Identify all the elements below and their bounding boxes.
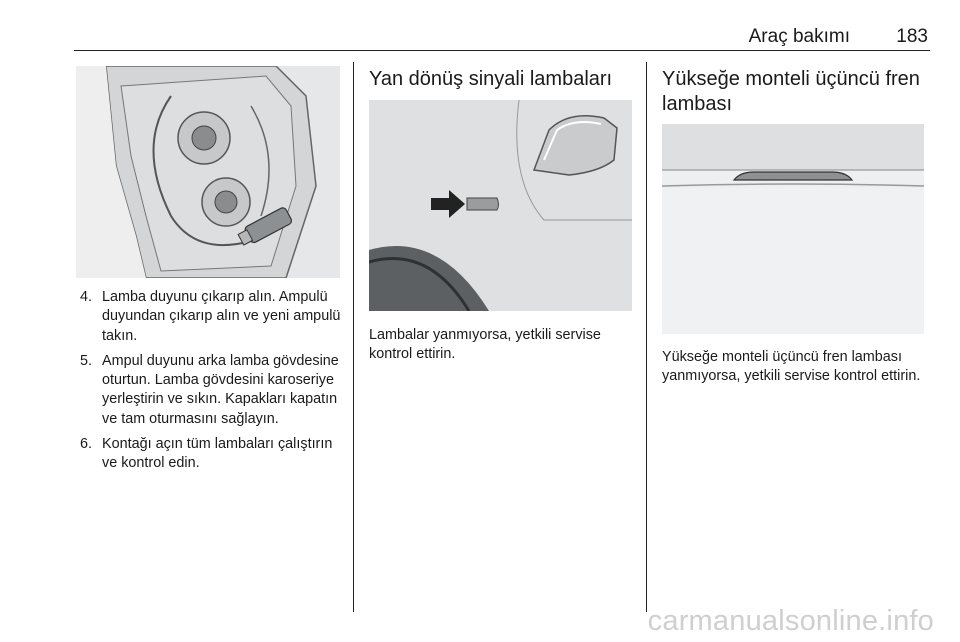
step-text: Lamba duyunu çıkarıp alın. Ampulü duyundan çıkarıp alın ve yeni ampulü takın. [102, 289, 341, 344]
brake-light-text: Yükseğe monteli üçüncü fren lambası yanmıyorsa, yetkili servise kontrol ettirin. [662, 349, 921, 384]
page-number: 183 [896, 26, 928, 47]
brake-light-heading: Yükseğe monteli üçüncü fren lambası [662, 68, 920, 115]
step-number: 5. [80, 352, 93, 369]
side-indicator-illustration [369, 100, 632, 311]
header-rule [74, 50, 930, 51]
watermark: carmanualsonline.info [647, 605, 934, 637]
column-divider-right [646, 62, 647, 612]
chapter-title: Araç bakımı [748, 26, 850, 47]
step-text: Ampul duyunu arka lamba gövdesine oturtun. Lamba gövdesini karoseriye yerleştirin ve sıkın. Kapakları kapatın ve tam oturmasını sağlayın. [102, 352, 339, 427]
step-number: 4. [80, 289, 93, 305]
step-item [80, 435, 348, 474]
step-item [80, 352, 348, 429]
side-indicator-heading: Yan dönüş sinyali lambaları [369, 68, 613, 90]
page-header [0, 0, 960, 50]
step-item [80, 288, 348, 346]
instruction-steps [80, 288, 348, 480]
side-indicator-text: Lambalar yanmıyorsa, yetkili servise kontrol ettirin. [369, 327, 601, 362]
step-text: Kontağı açın tüm lambaları çalıştırın ve kontrol edin. [102, 436, 333, 472]
tail-lamp-illustration [76, 66, 340, 278]
column-divider-left [353, 62, 354, 612]
step-number: 6. [80, 436, 93, 453]
brake-light-illustration [662, 124, 924, 334]
